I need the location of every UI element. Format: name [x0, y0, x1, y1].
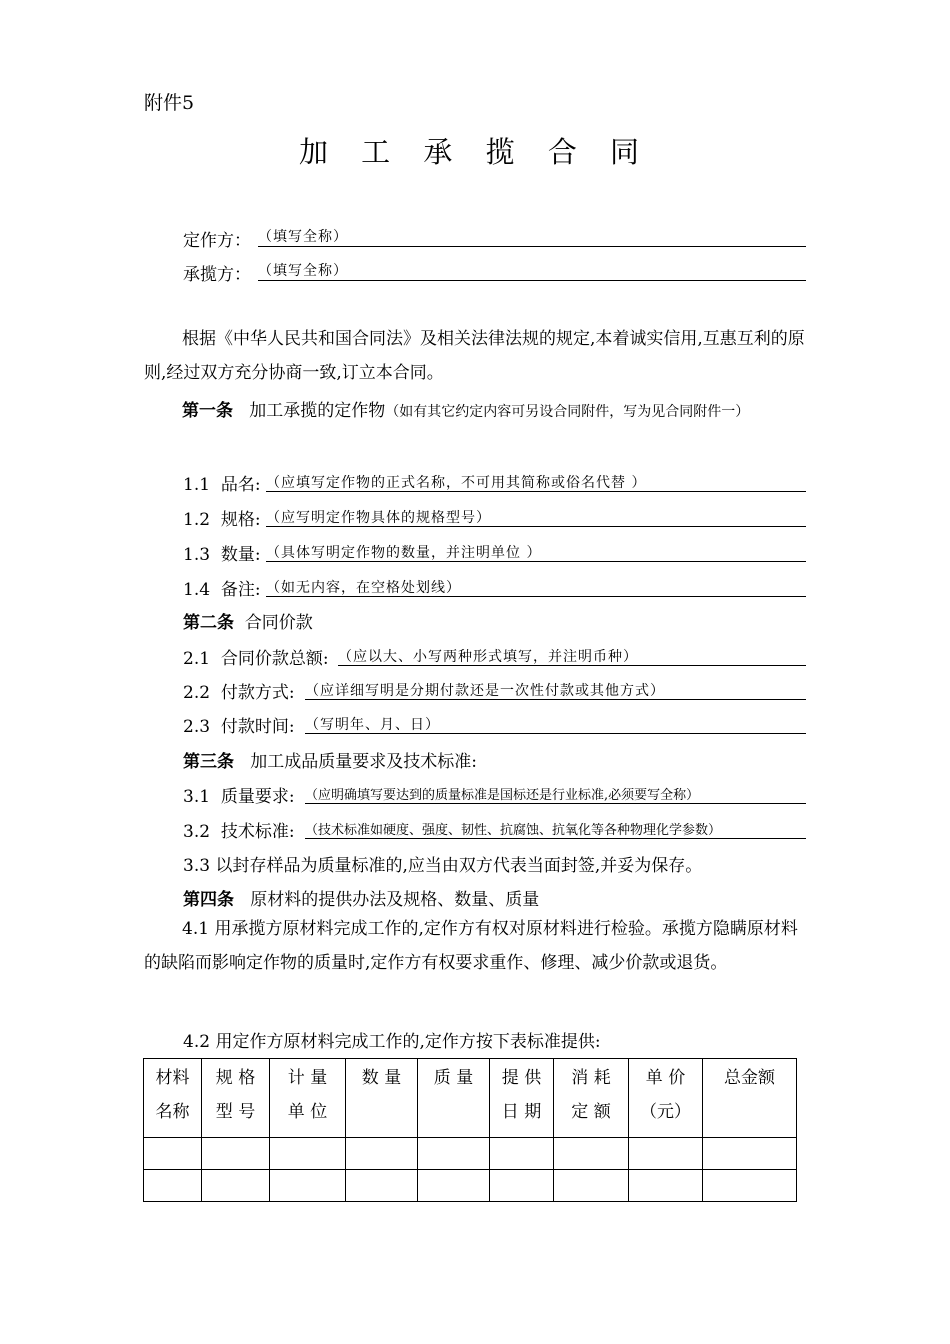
customer-placeholder: （填写全称） — [258, 229, 348, 245]
item-1-4-field[interactable]: （如无内容，在空格处划线） — [266, 577, 806, 597]
table-cell[interactable] — [554, 1170, 629, 1202]
table-cell[interactable] — [629, 1170, 703, 1202]
header-cell: 提 供 日 期 — [490, 1059, 554, 1138]
item-3-2-label: 3.2 技术标准: — [183, 822, 295, 842]
header-cell: 单 价 （元） — [629, 1059, 703, 1138]
table-cell[interactable] — [270, 1138, 346, 1170]
table-cell[interactable] — [270, 1170, 346, 1202]
table-cell[interactable] — [202, 1138, 270, 1170]
table-cell[interactable] — [346, 1170, 418, 1202]
table-row — [144, 1170, 797, 1202]
article1-heading: 第一条 — [182, 401, 233, 421]
contractor-label: 承揽方： — [183, 265, 251, 285]
header-cell: 材料 名称 — [144, 1059, 202, 1138]
item-2-3-field[interactable]: （写明年、月、日） — [305, 714, 806, 734]
attachment-label: 附件5 — [144, 92, 195, 114]
header-cell: 质 量 — [418, 1059, 490, 1138]
item-1-1-label: 1.1 品名: — [183, 475, 261, 495]
table-cell[interactable] — [418, 1138, 490, 1170]
item-2-1-field[interactable]: （应以大、小写两种形式填写，并注明币种） — [338, 646, 806, 666]
table-cell[interactable] — [202, 1170, 270, 1202]
header-cell: 总金额 — [703, 1059, 797, 1138]
item-3-1-label: 3.1 质量要求: — [183, 787, 295, 807]
intro-paragraph: 根据《中华人民共和国合同法》及相关法律法规的规定,本着诚实信用,互惠互利的原则,经过双方充分协商一致,订立本合同。 — [144, 329, 805, 383]
contractor-placeholder: （填写全称） — [258, 263, 348, 279]
table-cell[interactable] — [418, 1170, 490, 1202]
article4-heading-line: 第四条 原材料的提供办法及规格、数量、质量 — [183, 890, 540, 910]
customer-field[interactable] — [258, 226, 806, 247]
contractor-field[interactable] — [258, 260, 806, 281]
customer-label: 定作方： — [183, 231, 251, 251]
table-cell[interactable] — [490, 1138, 554, 1170]
table-cell[interactable] — [346, 1138, 418, 1170]
article1-title: 加工承揽的定作物 — [249, 401, 386, 421]
item-3-2-field[interactable]: （技术标准如硬度、强度、韧性、抗腐蚀、抗氧化等各种物理化学参数） — [305, 819, 806, 839]
materials-table — [143, 1058, 797, 1202]
table-cell[interactable] — [629, 1138, 703, 1170]
item-2-3-label: 2.3 付款时间: — [183, 717, 295, 737]
item-1-2-label: 1.2 规格: — [183, 510, 261, 530]
table-cell[interactable] — [144, 1170, 202, 1202]
article3-heading-line: 第三条 加工成品质量要求及技术标准: — [183, 752, 477, 772]
item-2-2-field[interactable]: （应详细写明是分期付款还是一次性付款或其他方式） — [305, 680, 806, 700]
table-cell[interactable] — [144, 1138, 202, 1170]
table-row — [144, 1138, 797, 1170]
item-2-2-label: 2.2 付款方式: — [183, 683, 295, 703]
header-cell: 计 量 单 位 — [270, 1059, 346, 1138]
item-4-2: 4.2 用定作方原材料完成工作的,定作方按下表标准提供: — [183, 1032, 601, 1052]
header-cell: 消 耗 定 额 — [554, 1059, 629, 1138]
table-cell[interactable] — [554, 1138, 629, 1170]
item-4-1-paragraph: 4.1 用承揽方原材料完成工作的,定作方有权对原材料进行检验。承揽方隐瞒原材料的缺陷而影响定作物的质量时,定作方有权要求重作、修理、减少价款或退货。 — [144, 919, 798, 973]
item-1-3-label: 1.3 数量: — [183, 545, 261, 565]
header-cell: 数 量 — [346, 1059, 418, 1138]
item-2-1-label: 2.1 合同价款总额: — [183, 649, 329, 669]
item-3-1-field[interactable]: （应明确填写要达到的质量标准是国标还是行业标准,必须要写全称） — [305, 784, 806, 804]
article1-note: （如有其它约定内容可另设合同附件，写为见合同附件一） — [385, 404, 750, 420]
page-title: 加 工 承 揽 合 同 — [298, 135, 652, 169]
header-cell: 规 格 型 号 — [202, 1059, 270, 1138]
article2-heading-line: 第二条 合同价款 — [183, 613, 313, 633]
table-cell[interactable] — [703, 1138, 797, 1170]
item-1-1-field[interactable]: （应填写定作物的正式名称，不可用其简称或俗名代替 ） — [266, 472, 806, 492]
table-header-row — [144, 1059, 797, 1138]
table-cell[interactable] — [490, 1170, 554, 1202]
item-1-2-field[interactable]: （应写明定作物具体的规格型号） — [266, 507, 806, 527]
table-cell[interactable] — [703, 1170, 797, 1202]
item-1-3-field[interactable]: （具体写明定作物的数量，并注明单位 ） — [266, 542, 806, 562]
item-3-3: 3.3 以封存样品为质量标准的,应当由双方代表当面封签,并妥为保存。 — [183, 856, 703, 876]
article1-paragraph — [144, 394, 808, 429]
item-1-4-label: 1.4 备注: — [183, 580, 261, 600]
